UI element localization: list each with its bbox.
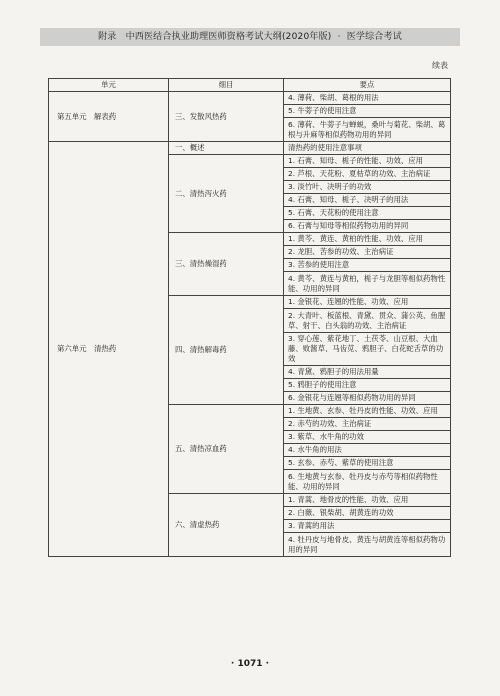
point-cell: 4. 水牛角的用法 [284,444,451,457]
subitem-cell: 三、发散风热药 [169,92,284,142]
point-cell: 5. 鸦胆子的使用注意 [284,379,451,392]
header-title: 中西医结合执业助理医师资格考试大纲(2020年版) [125,32,332,42]
point-cell: 4. 黄芩、黄连与黄柏，栀子与龙胆等相似药物性能、功用的异同 [284,272,451,296]
point-cell: 3. 苦参的使用注意 [284,259,451,272]
unit-cell: 第六单元 清热药 [49,142,169,557]
subitem-cell: 四、清热解毒药 [169,296,284,405]
subitem-cell: 五、清热凉血药 [169,405,284,494]
header-points: 要点 [284,79,451,92]
header-dot: · [337,32,341,42]
subitem-cell: 六、清虚热药 [169,494,284,557]
point-cell: 1. 石膏、知母、栀子的性能、功效、应用 [284,155,451,168]
point-cell: 3. 青蒿的用法 [284,520,451,533]
point-cell: 4. 石膏、知母、栀子、决明子的用法 [284,194,451,207]
point-cell: 2. 白薇、银柴胡、胡黄连的功效 [284,507,451,520]
running-header [40,28,460,46]
header-section: 医学综合考试 [346,32,402,42]
point-cell: 5. 石膏、天花粉的使用注意 [284,207,451,220]
point-cell: 1. 黄芩、黄连、黄柏的性能、功效、应用 [284,233,451,246]
point-cell: 3. 紫草、水牛角的功效 [284,431,451,444]
point-cell: 1. 青蒿、地骨皮的性能、功效、应用 [284,494,451,507]
page-number: · 1071 · [230,659,270,669]
point-cell: 3. 穿心莲、紫花地丁、土茯苓、山豆根、大血藤、败酱草、马齿苋、鸦胆子、白花蛇舌草的功效 [284,333,451,366]
header-appendix: 附录 [98,32,117,42]
point-cell: 清热药的使用注意事项 [284,142,451,155]
table-row [49,142,451,155]
subitem-cell: 二、清热泻火药 [169,155,284,233]
unit-cell: 第五单元 解表药 [49,92,169,142]
point-cell: 2. 龙胆、苦参的功效、主治病证 [284,246,451,259]
point-cell: 4. 青黛、鸦胆子的用法用量 [284,366,451,379]
header-unit: 单元 [49,79,169,92]
point-cell: 2. 芦根、天花粉、夏枯草的功效、主治病证 [284,168,451,181]
point-cell: 6. 薄荷、牛蒡子与蝉蜕，桑叶与菊花、柴胡、葛根与升麻等相似药物功用的异同 [284,118,451,142]
continued-label: 续表 [432,61,448,70]
subitem-cell: 一、概述 [169,142,284,155]
point-cell: 4. 牡丹皮与地骨皮、黄连与胡黄连等相似药物功用的异同 [284,533,451,557]
point-cell: 5. 牛蒡子的使用注意 [284,105,451,118]
point-cell: 3. 淡竹叶、决明子的功效 [284,181,451,194]
table-header-row [49,79,451,92]
point-cell: 4. 薄荷、柴胡、葛根的用法 [284,92,451,105]
point-cell: 5. 玄参、赤芍、紫草的使用注意 [284,457,451,470]
point-cell: 2. 大青叶、板蓝根、青黛、贯众、蒲公英、鱼腥草、射干、白头翁的功效、主治病证 [284,309,451,333]
point-cell: 6. 金银花与连翘等相似药物功用的异同 [284,392,451,405]
subitem-cell: 三、清热燥湿药 [169,233,284,296]
syllabus-table [48,78,451,557]
table-row [49,92,451,105]
point-cell: 6. 生地黄与玄参、牡丹皮与赤芍等相似药物性能、功用的异同 [284,470,451,494]
point-cell: 2. 赤芍的功效、主治病证 [284,418,451,431]
point-cell: 6. 石膏与知母等相似药物功用的异同 [284,220,451,233]
header-item: 细目 [169,79,284,92]
point-cell: 1. 生地黄、玄参、牡丹皮的性能、功效、应用 [284,405,451,418]
point-cell: 1. 金银花、连翘的性能、功效、应用 [284,296,451,309]
